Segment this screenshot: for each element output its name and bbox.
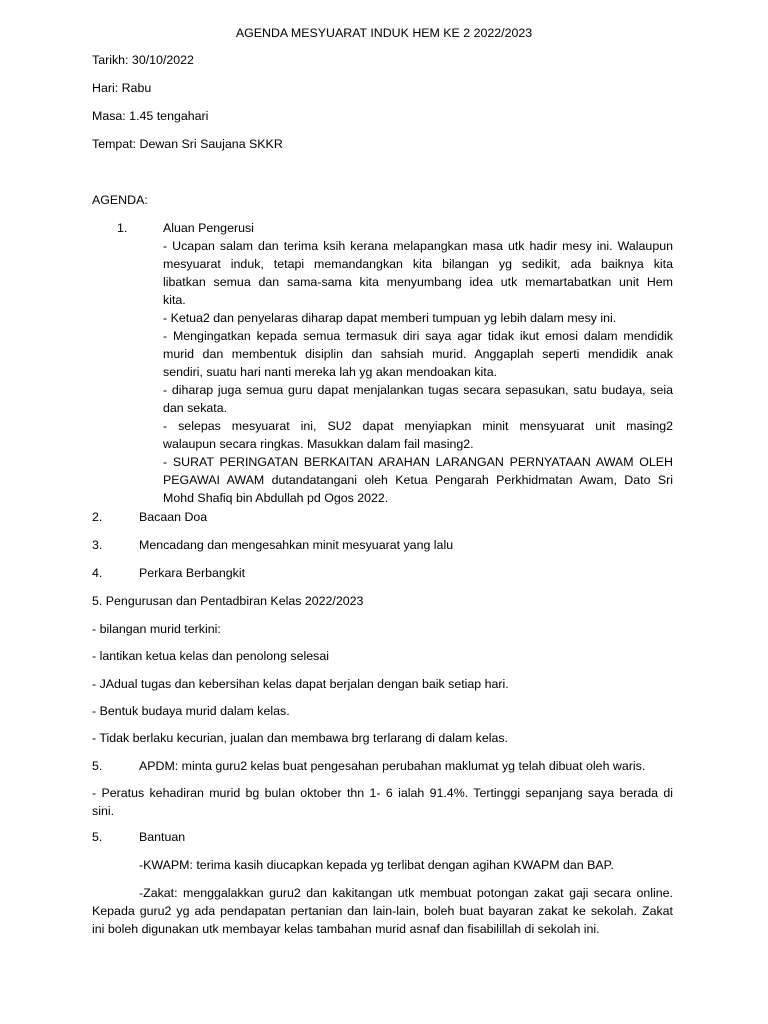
meta-tempat: Tempat: Dewan Sri Saujana SKKR <box>92 137 283 151</box>
bantuan-title: Bantuan <box>139 830 186 844</box>
apdm-text: APDM: minta guru2 kelas buat pengesahan perubahan maklumat yg telah dibuat oleh waris. <box>139 759 646 773</box>
meta-tarikh: Tarikh: 30/10/2022 <box>92 53 194 67</box>
item-2-title: Bacaan Doa <box>139 510 208 524</box>
item-1-line: sendiri, suatu hari nanti mereka lah yg akan mendoakan kita. <box>163 365 498 379</box>
meta-hari: Hari: Rabu <box>92 81 152 95</box>
item-2-number: 2. <box>92 510 103 524</box>
item-3-title: Mencadang dan mengesahkan minit mesyuarat yang lalu <box>139 538 454 552</box>
zakat-line: ini boleh digunakan utk membayar kelas tambahan murid asnaf dan fisabilillah di sekolah ini. <box>92 922 600 936</box>
item-1-line: - Ketua2 dan penyelaras diharap dapat memberi tumpuan yg lebih dalam mesy ini. <box>163 311 617 325</box>
item-4-number: 4. <box>92 566 103 580</box>
meta-masa: Masa: 1.45 tengahari <box>92 109 209 123</box>
item-1-line: - SURAT PERINGATAN BERKAITAN ARAHAN LARANGAN PERNYATAAN AWAM OLEH <box>163 455 673 469</box>
zakat-line: Kepada guru2 yg ada pendapatan pertanian dan lain-lain, boleh buat bayaran zakat ke sekolah. Zakat <box>92 904 673 918</box>
item-1-line: PEGAWAI AWAM dutandatangani oleh Ketua Pengarah Perkhidmatan Awam, Dato Sri <box>163 473 673 487</box>
section-5-bullet: - JAdual tugas dan kebersihan kelas dapat berjalan dengan baik setiap hari. <box>92 677 509 691</box>
item-1-line: walaupun secara ringkas. Masukkan dalam fail masing2. <box>163 437 474 451</box>
zakat-paragraph <box>92 884 673 938</box>
zakat-line: -Zakat: menggalakkan guru2 dan kakitangan utk membuat potongan zakat gaji secara online. <box>139 886 673 900</box>
item-1-line: murid dan membentuk disiplin dan sahsiah murid. Anggaplah seperti mendidik anak <box>163 347 673 361</box>
item-1-line: - selepas mesyuarat ini, SU2 dapat menyiapkan minit mensyuarat unit masing2 <box>163 419 673 433</box>
item-1-line: Mohd Shafiq bin Abdullah pd Ogos 2022. <box>163 491 389 505</box>
item-4-title: Perkara Berbangkit <box>139 566 246 580</box>
apdm-number: 5. <box>92 759 103 773</box>
bantuan-number: 5. <box>92 830 103 844</box>
item-1-line: dan sekata. <box>163 401 228 415</box>
attendance-note-line: - Peratus kehadiran murid bg bulan oktober thn 1- 6 ialah 91.4%. Tertinggi sepanjang saya berada di <box>92 786 673 800</box>
kwapm-text: -KWAPM: terima kasih diucapkan kepada yg terlibat dengan agihan KWAPM dan BAP. <box>139 858 614 872</box>
item-1-number: 1. <box>117 221 128 235</box>
section-5-bullet: - bilangan murid terkini: <box>92 622 221 636</box>
item-1-line: - Mengingatkan kepada semua termasuk diri saya agar tidak ikut emosi dalam mendidik <box>163 329 673 343</box>
attendance-note-line: sini. <box>92 804 115 818</box>
item-1-line: kita. <box>163 293 186 307</box>
section-5-heading: 5. Pengurusan dan Pentadbiran Kelas 2022/2023 <box>92 594 364 608</box>
section-5-bullet: - lantikan ketua kelas dan penolong selesai <box>92 649 329 663</box>
document-title: AGENDA MESYUARAT INDUK HEM KE 2 2022/2023 <box>235 26 533 40</box>
attendance-note <box>92 784 673 820</box>
item-1-title: Aluan Pengerusi <box>163 221 254 235</box>
item-3-number: 3. <box>92 538 103 552</box>
item-1-body <box>163 219 673 507</box>
item-1-line: mesyuarat induk, tetapi memandangkan kita bilangan yg sedikit, ada baiknya kita <box>163 257 673 271</box>
section-5-bullet: - Tidak berlaku kecurian, jualan dan membawa brg terlarang di dalam kelas. <box>92 731 508 745</box>
agenda-heading: AGENDA: <box>92 193 148 207</box>
item-1-line: - Ucapan salam dan terima ksih kerana melapangkan masa utk hadir mesy ini. Walaupun <box>163 239 673 253</box>
item-1-line: - diharap juga semua guru dapat menjalankan tugas secara sepasukan, satu budaya, seia <box>163 383 673 397</box>
item-1-line: libatkan semua dan sama-sama kita menyumbang idea utk memartabatkan unit Hem <box>163 275 673 289</box>
section-5-bullet: - Bentuk budaya murid dalam kelas. <box>92 704 290 718</box>
